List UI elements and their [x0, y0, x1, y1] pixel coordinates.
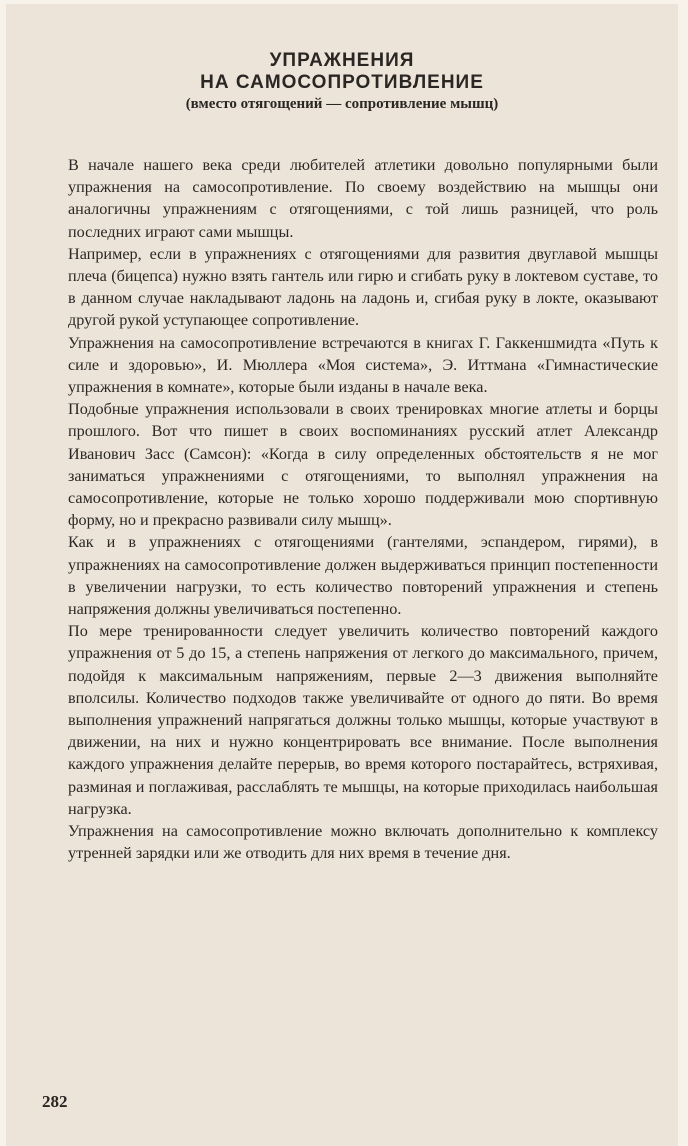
paragraph-1: В начале нашего века среди любителей атлетики довольно популярными были упражнения на самосопротивление. По своему воздействию на мышцы они аналогичны упражнениям с отягощениями, с той лишь разницей, что роль последних играют сами мышцы.	[68, 156, 658, 241]
paragraph-6: По мере тренированности следует увеличить количество повторений каждого упражнения от 5 до 15, а степень напряжения от легкого до максимального, причем, подойдя к максимальным напряжениям, первые 2—3 движения выполняйте вполсилы. Количество подходов также увеличивайте от одного до пяти. Во время выполнения упражнений напрягаться должны только мышцы, которые участвуют в движении, на них и нужно концентрировать все внимание. После выполнения каждого упражнения делайте перерыв, во время которого постарайтесь, встряхивая, разминая и поглаживая, расслаблять те мышцы, на которые приходилась наибольшая нагрузка.	[68, 622, 658, 818]
title-line-2: НА САМОСОПРОТИВЛЕНИЕ	[200, 72, 484, 93]
paragraph-2: Например, если в упражнениях с отягощениями для развития двуглавой мышцы плеча (бицепса) нужно взять гантель или гирю и сгибать руку в локтевом суставе, то в данном случае накладывают ладонь на ладонь и, сгибая руку в локте, оказывают другой рукой уступающее сопротивление.	[68, 244, 658, 330]
paragraph-4: Подобные упражнения использовали в своих тренировках многие атлеты и борцы прошлого. Вот что пишет в своих воспоминаниях русский атлет Александр Иванович Засс (Самсон): «Когда в силу определенных обстоятельств я не мог заниматься упражнениями с отягощениями, то выполнял упражнения на самосопротивление, которые не только хорошо поддерживали мою спортивную форму, но и прекрасно развивали силу мышц».	[68, 400, 658, 530]
paragraph-3: Упражнения на самосопротивление встречаются в книгах Г. Гаккеншмидта «Путь к силе и здоровью», И. Мюллера «Моя система», Э. Иттмана «Гимнастические упражнения в комнате», которые были изданы в начале века.	[68, 333, 658, 397]
title-line-1: УПРАЖНЕНИЯ	[269, 50, 415, 71]
body-text	[68, 154, 658, 865]
page-title	[6, 50, 678, 94]
page-number: 282	[42, 1092, 68, 1111]
paragraph-7: Упражнения на самосопротивление можно включать дополнительно к комплексу утренней зарядки или же отводить для них время в течение дня.	[68, 822, 658, 863]
paragraph-5: Как и в упражнениях с отягощениями (гантелями, эспандером, гирями), в упражнениях на самосопротивление должен выдерживаться принцип постепенности в увеличении нагрузки, то есть количество повторений упражнения и степень напряжения должны увеличиваться постепенно.	[68, 533, 658, 619]
page-subtitle: (вместо отягощений — сопротивление мышц)	[185, 96, 499, 112]
